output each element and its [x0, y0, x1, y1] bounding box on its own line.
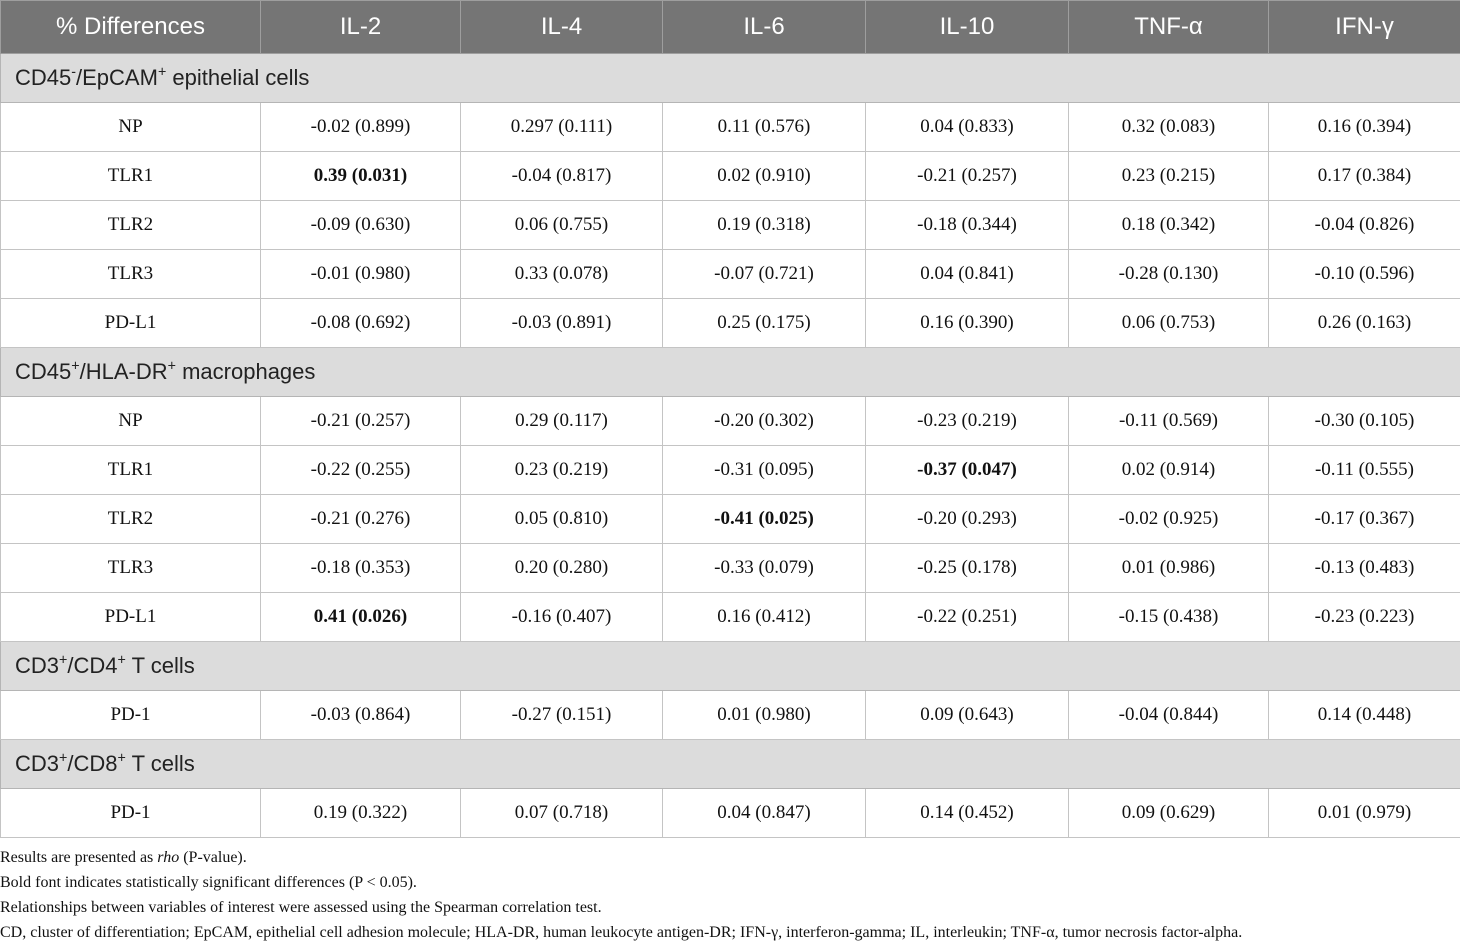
table-header [1, 1, 1460, 54]
group-label [1, 54, 1460, 103]
value-cell: 0.04 (0.847) [663, 789, 866, 838]
value-cell: -0.23 (0.219) [866, 397, 1069, 446]
value-cell: 0.29 (0.117) [461, 397, 663, 446]
group-row [1, 54, 1460, 103]
value-cell: -0.41 (0.025) [663, 495, 866, 544]
value-cell: 0.16 (0.412) [663, 593, 866, 642]
value-cell: 0.19 (0.318) [663, 201, 866, 250]
table-row [1, 495, 1460, 544]
value-cell: -0.27 (0.151) [461, 691, 663, 740]
value-cell: -0.02 (0.899) [261, 103, 461, 152]
value-cell: -0.30 (0.105) [1269, 397, 1460, 446]
value-cell: -0.04 (0.817) [461, 152, 663, 201]
value-cell: -0.04 (0.844) [1069, 691, 1269, 740]
value-cell: -0.22 (0.255) [261, 446, 461, 495]
value-cell: 0.05 (0.810) [461, 495, 663, 544]
table-footnotes [0, 845, 1460, 945]
value-cell: -0.15 (0.438) [1069, 593, 1269, 642]
value-cell: -0.25 (0.178) [866, 544, 1069, 593]
value-cell: -0.02 (0.925) [1069, 495, 1269, 544]
value-cell: -0.21 (0.276) [261, 495, 461, 544]
row-label: NP [1, 103, 261, 152]
value-cell: 0.16 (0.394) [1269, 103, 1460, 152]
group-row [1, 740, 1460, 789]
row-label: PD-1 [1, 789, 261, 838]
group-label-superscript: + [117, 652, 126, 669]
group-label-superscript: + [71, 358, 80, 375]
table-row [1, 593, 1460, 642]
table-row [1, 201, 1460, 250]
group-label-superscript: + [117, 750, 126, 767]
value-cell: 0.01 (0.986) [1069, 544, 1269, 593]
value-cell: 0.23 (0.219) [461, 446, 663, 495]
group-label-text: T cells [125, 751, 195, 776]
table-row [1, 250, 1460, 299]
footnote-method: Relationships between variables of interest were assessed using the Spearman correlation test. [0, 899, 602, 916]
row-label: PD-L1 [1, 593, 261, 642]
value-cell: 0.09 (0.629) [1069, 789, 1269, 838]
value-cell: -0.33 (0.079) [663, 544, 866, 593]
footnote-text: Results are presented as [0, 849, 158, 866]
value-cell: -0.04 (0.826) [1269, 201, 1460, 250]
row-label: NP [1, 397, 261, 446]
value-cell: -0.16 (0.407) [461, 593, 663, 642]
group-label-text: CD3 [15, 653, 60, 678]
value-cell: 0.09 (0.643) [866, 691, 1069, 740]
value-cell: -0.28 (0.130) [1069, 250, 1269, 299]
value-cell: -0.11 (0.555) [1269, 446, 1460, 495]
group-label-text: epithelial cells [166, 65, 310, 90]
footnote-text: (P-value). [179, 849, 247, 866]
value-cell: 0.16 (0.390) [866, 299, 1069, 348]
group-label-text: /EpCAM [76, 65, 158, 90]
value-cell: -0.01 (0.980) [261, 250, 461, 299]
value-cell: 0.41 (0.026) [261, 593, 461, 642]
value-cell: 0.06 (0.753) [1069, 299, 1269, 348]
value-cell: -0.17 (0.367) [1269, 495, 1460, 544]
value-cell: 0.14 (0.452) [866, 789, 1069, 838]
value-cell: 0.19 (0.322) [261, 789, 461, 838]
header-row [1, 1, 1460, 54]
group-label [1, 348, 1460, 397]
value-cell: -0.07 (0.721) [663, 250, 866, 299]
value-cell: -0.21 (0.257) [866, 152, 1069, 201]
table-row [1, 789, 1460, 838]
row-label: PD-L1 [1, 299, 261, 348]
row-label: TLR2 [1, 495, 261, 544]
row-label: TLR3 [1, 544, 261, 593]
footnote-results-format [0, 845, 1460, 870]
header-cell: IL-10 [866, 1, 1069, 54]
value-cell: 0.07 (0.718) [461, 789, 663, 838]
header-cell: % Differences [1, 1, 261, 54]
value-cell: 0.04 (0.833) [866, 103, 1069, 152]
value-cell: 0.297 (0.111) [461, 103, 663, 152]
footnote-bold-meaning: Bold font indicates statistically significant differences (P < 0.05). [0, 874, 417, 891]
group-label [1, 740, 1460, 789]
table-row [1, 299, 1460, 348]
table-row [1, 397, 1460, 446]
row-label: TLR3 [1, 250, 261, 299]
group-label-text: /CD4 [67, 653, 118, 678]
table-row [1, 103, 1460, 152]
group-label-text: CD3 [15, 751, 60, 776]
value-cell: -0.10 (0.596) [1269, 250, 1460, 299]
value-cell: -0.20 (0.302) [663, 397, 866, 446]
value-cell: 0.11 (0.576) [663, 103, 866, 152]
group-row [1, 348, 1460, 397]
group-label-superscript: - [71, 64, 77, 81]
value-cell: 0.26 (0.163) [1269, 299, 1460, 348]
footnote-abbreviations: CD, cluster of differentiation; EpCAM, epithelial cell adhesion molecule; HLA-DR, human leukocyte antigen-DR; IFN-γ, interferon-gamma; IL, interleukin; TNF-α, tumor necrosis factor-alpha. [0, 924, 1243, 941]
value-cell: -0.31 (0.095) [663, 446, 866, 495]
header-cell: TNF-α [1069, 1, 1269, 54]
value-cell: 0.23 (0.215) [1069, 152, 1269, 201]
value-cell: 0.39 (0.031) [261, 152, 461, 201]
group-row [1, 642, 1460, 691]
group-label-text: /HLA-DR [79, 359, 168, 384]
value-cell: 0.02 (0.910) [663, 152, 866, 201]
value-cell: -0.13 (0.483) [1269, 544, 1460, 593]
value-cell: 0.04 (0.841) [866, 250, 1069, 299]
value-cell: -0.18 (0.353) [261, 544, 461, 593]
group-label-text: T cells [125, 653, 195, 678]
value-cell: 0.06 (0.755) [461, 201, 663, 250]
value-cell: -0.22 (0.251) [866, 593, 1069, 642]
table-row [1, 446, 1460, 495]
value-cell: -0.21 (0.257) [261, 397, 461, 446]
value-cell: 0.20 (0.280) [461, 544, 663, 593]
group-label-text: CD45 [15, 65, 72, 90]
group-label-superscript: + [167, 358, 176, 375]
value-cell: -0.23 (0.223) [1269, 593, 1460, 642]
value-cell: 0.33 (0.078) [461, 250, 663, 299]
value-cell: 0.32 (0.083) [1069, 103, 1269, 152]
value-cell: 0.18 (0.342) [1069, 201, 1269, 250]
value-cell: 0.01 (0.979) [1269, 789, 1460, 838]
row-label: TLR1 [1, 446, 261, 495]
value-cell: -0.03 (0.891) [461, 299, 663, 348]
header-cell: IL-6 [663, 1, 866, 54]
value-cell: -0.20 (0.293) [866, 495, 1069, 544]
value-cell: 0.17 (0.384) [1269, 152, 1460, 201]
row-label: TLR1 [1, 152, 261, 201]
value-cell: 0.02 (0.914) [1069, 446, 1269, 495]
group-label-superscript: + [59, 652, 68, 669]
group-label-superscript: + [157, 64, 167, 81]
group-label-superscript: + [59, 750, 68, 767]
value-cell: -0.09 (0.630) [261, 201, 461, 250]
header-cell: IL-2 [261, 1, 461, 54]
group-label-text: CD45 [15, 359, 72, 384]
value-cell: -0.18 (0.344) [866, 201, 1069, 250]
value-cell: -0.08 (0.692) [261, 299, 461, 348]
table-row [1, 152, 1460, 201]
value-cell: 0.01 (0.980) [663, 691, 866, 740]
group-label [1, 642, 1460, 691]
group-label-text: /CD8 [67, 751, 118, 776]
row-label: TLR2 [1, 201, 261, 250]
table-row [1, 691, 1460, 740]
header-cell: IL-4 [461, 1, 663, 54]
row-label: PD-1 [1, 691, 261, 740]
header-cell: IFN-γ [1269, 1, 1460, 54]
table-body [1, 54, 1460, 838]
table-row [1, 544, 1460, 593]
value-cell: -0.37 (0.047) [866, 446, 1069, 495]
value-cell: 0.14 (0.448) [1269, 691, 1460, 740]
value-cell: -0.03 (0.864) [261, 691, 461, 740]
footnote-rho: rho [157, 849, 180, 866]
value-cell: -0.11 (0.569) [1069, 397, 1269, 446]
group-label-text: macrophages [175, 359, 316, 384]
value-cell: 0.25 (0.175) [663, 299, 866, 348]
